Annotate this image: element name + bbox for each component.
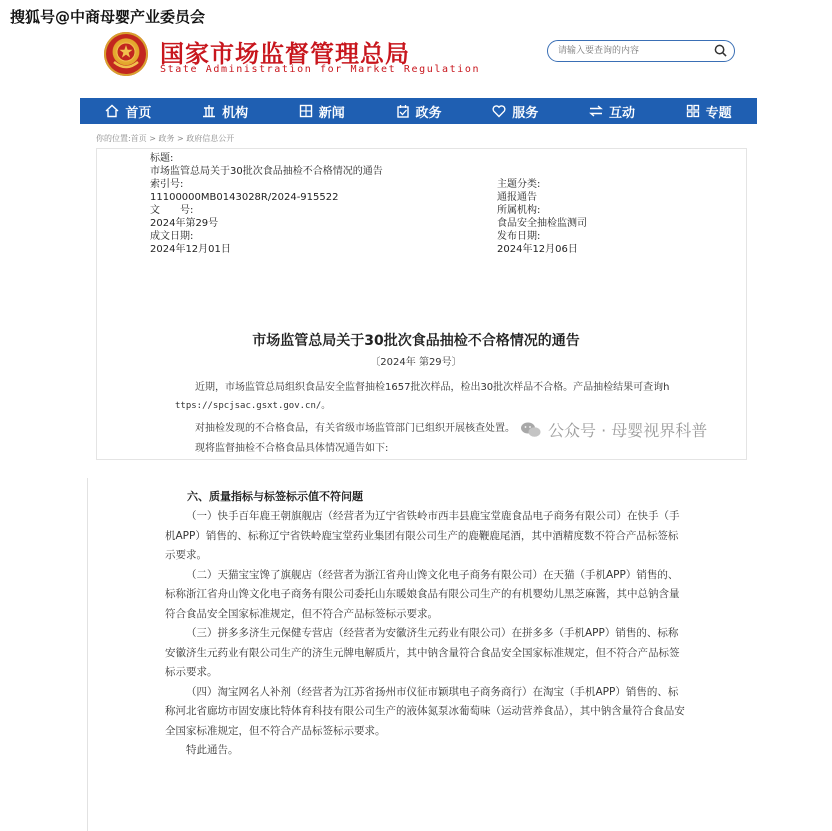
nav-label: 专题 xyxy=(705,105,732,121)
section-paragraph: （三）拼多多济生元保健专营店（经营者为安徽济生元药业有限公司）在拼多多（手机APP）销售的、标称安徽济生元药业有限公司生产的济生元牌电解质片，其中钠含量符合食品安全国家标准规定，但不符合产品标签标示要求。 xyxy=(165,627,680,678)
meta-label-publish-date: 发布日期: xyxy=(497,231,541,242)
home-icon xyxy=(105,104,119,118)
notice-paragraph: 现将监督抽检不合格食品具体情况通告如下: xyxy=(195,443,389,454)
nav-label: 机构 xyxy=(222,105,249,121)
document-number: 〔2024年 第29号〕 xyxy=(370,357,462,368)
meta-right xyxy=(497,178,587,256)
watermark-source: 搜狐号@中商母婴产业委员会 xyxy=(10,8,206,26)
meta-value-title: 市场监管总局关于30批次食品抽检不合格情况的通告 xyxy=(150,166,383,177)
nav-news[interactable] xyxy=(273,102,370,121)
meta-label-written-date: 成文日期: xyxy=(150,231,194,242)
nav-label: 互动 xyxy=(608,105,635,121)
news-icon xyxy=(299,104,313,118)
wechat-icon xyxy=(520,421,542,439)
nav-topic[interactable] xyxy=(660,102,757,121)
section-closing: 特此通告。 xyxy=(186,744,239,756)
nav-label: 新闻 xyxy=(318,105,345,121)
wechat-watermark xyxy=(520,418,707,441)
section-body xyxy=(165,507,685,761)
section-paragraph: （四）淘宝网名人补剂（经营者为江苏省扬州市仪征市颖琪电子商务商行）在淘宝（手机APP）销售的、标称河北省廊坊市固安康比特体育科技有限公司生产的液体氮泵冰葡萄味（运动营养食品），其中钠含量符合食品安全国家标准规定，但不符合产品标签标示要求。 xyxy=(165,685,685,737)
section-paragraph: （二）天猫宝宝馋了旗舰店（经营者为浙江省舟山馋文化电子商务有限公司）在天猫（手机APP）销售的、标称浙江省舟山馋文化电子商务有限公司委托山东暖娘食品有限公司生产的有机婴幼儿黑芝麻酱，其中总钠含量符合食品安全国家标准规定，但不符合产品标签标示要求。 xyxy=(165,568,680,620)
meta-value-publish-date: 2024年12月06日 xyxy=(497,244,578,255)
meta-left xyxy=(150,152,383,256)
intro-paragraph: 近期，市场监管总局组织食品安全监督抽检1657批次样品，检出30批次样品不合格。产品抽检结果可查询h xyxy=(195,382,670,393)
meta-label-docno: 文 号: xyxy=(150,205,194,216)
document-title: 市场监管总局关于30批次食品抽检不合格情况的通告 xyxy=(252,333,580,349)
institution-icon xyxy=(202,104,216,118)
meta-value-category: 通报通告 xyxy=(497,192,537,203)
section-paragraph: （一）快手百年鹿王朝旗舰店（经营者为辽宁省铁岭市西丰县鹿宝堂鹿食品电子商务有限公司）在快手（手机APP）销售的、标称辽宁省铁岭鹿宝堂药业集团有限公司生产的鹿鞭鹿尾酒，其中酒精度数不符合产品标签标示要求。 xyxy=(165,510,680,561)
exchange-icon xyxy=(589,104,603,118)
search-input[interactable] xyxy=(556,43,710,59)
topic-icon xyxy=(686,104,700,118)
national-emblem-icon xyxy=(104,32,148,76)
meta-label-category: 主题分类: xyxy=(497,179,541,190)
nav-home[interactable] xyxy=(80,102,177,121)
heart-icon xyxy=(492,104,506,118)
search-box[interactable] xyxy=(547,40,735,62)
meta-value-agency: 食品安全抽检监测司 xyxy=(497,218,587,229)
main-nav xyxy=(80,98,757,124)
site-title[interactable]: 国家市场监督管理总局 xyxy=(160,39,410,68)
section-heading: 六、质量指标与标签标示值不符问题 xyxy=(187,490,363,503)
handling-paragraph: 对抽检发现的不合格食品，有关省级市场监管部门已组织开展核查处置。 xyxy=(195,423,515,434)
nav-label: 首页 xyxy=(125,105,152,121)
nav-institution[interactable] xyxy=(177,102,274,121)
nav-government[interactable] xyxy=(370,102,467,121)
government-icon xyxy=(396,104,410,118)
nav-label: 服务 xyxy=(512,105,539,121)
meta-value-index: 11100000MB0143028R/2024-915522 xyxy=(150,192,339,203)
lower-frame-border xyxy=(87,478,88,831)
site-subtitle: State Administration for Market Regulation xyxy=(160,64,481,75)
meta-label-index: 索引号: xyxy=(150,179,184,190)
nav-label: 政务 xyxy=(415,105,442,121)
meta-label-title: 标题: xyxy=(150,153,174,164)
nav-service[interactable] xyxy=(467,102,564,121)
search-icon[interactable] xyxy=(714,44,727,57)
breadcrumb[interactable]: 你的位置:首页 > 政务 > 政府信息公开 xyxy=(96,134,235,143)
query-link[interactable]: ttps://spcjsac.gsxt.gov.cn/。 xyxy=(175,401,331,411)
meta-value-docno: 2024年第29号 xyxy=(150,218,219,229)
meta-value-written-date: 2024年12月01日 xyxy=(150,244,231,255)
meta-label-agency: 所属机构: xyxy=(497,205,541,216)
nav-interaction[interactable] xyxy=(564,102,661,121)
wechat-watermark-text: 公众号 · 母婴视界科普 xyxy=(548,421,708,440)
